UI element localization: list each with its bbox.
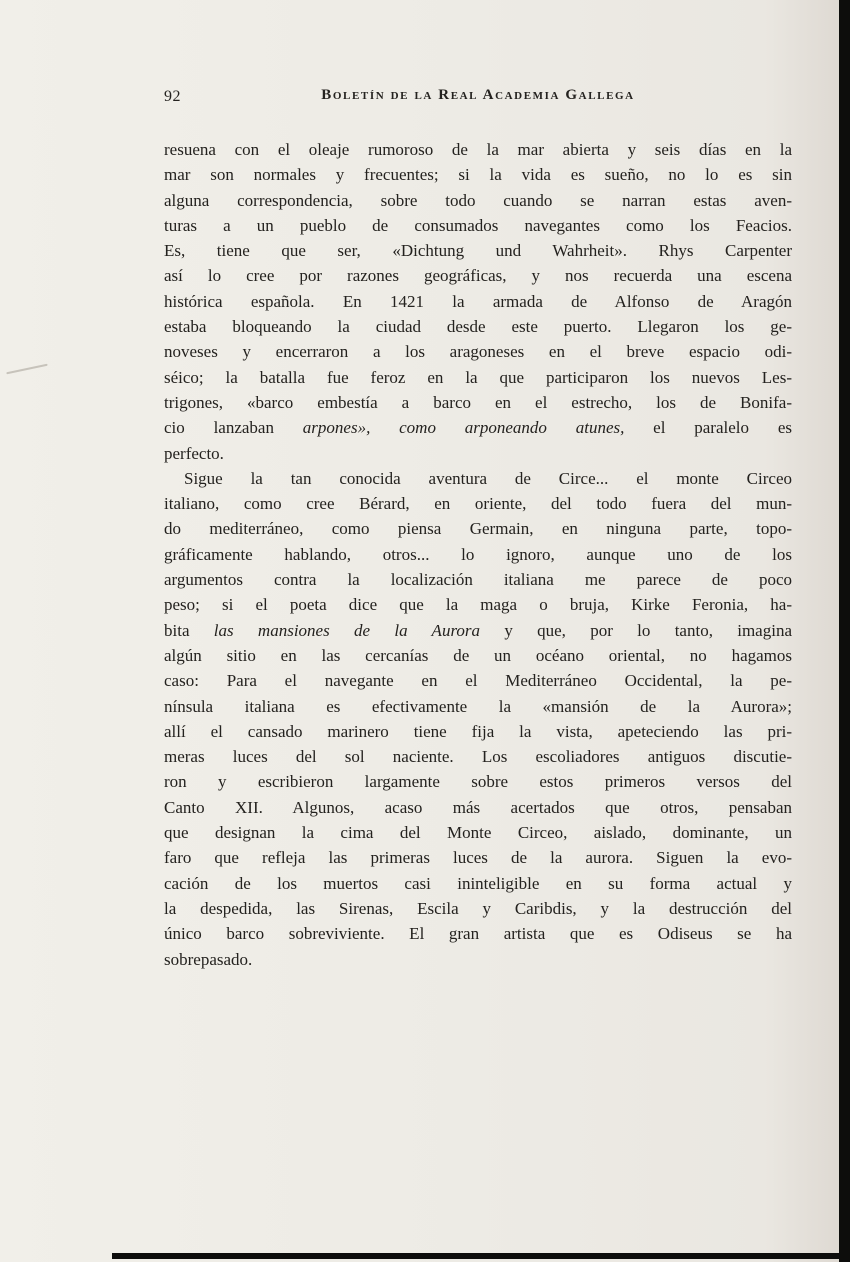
text-segment: la despedida, las Sirenas, Escila y Caribdis, y la destrucción del [164,898,792,918]
text-line [164,744,792,769]
scan-bottom-edge-artifact [112,1253,850,1259]
text-segment: Canto XII. Algunos, acaso más acertados que otros, pensaban [164,797,792,817]
text-segment: algún sitio en las cercanías de un océano oriental, no hagamos [164,645,792,665]
text-segment: argumentos contra la localización italiana me parece de poco [164,570,792,590]
text-line [164,769,792,794]
text-line [164,542,792,567]
text-segment: y que, por lo tanto, imagina [480,620,793,640]
text-segment: cación de los muertos casi ininteligible en su forma actual y [164,873,792,893]
paragraph [164,137,792,466]
text-segment: caso: Para el navegante en el Mediterráneo Occidental, la pe- [164,671,792,691]
text-line [164,365,792,390]
italic-text-segment: arpones», como arponeando atunes, [302,418,625,438]
text-segment: gráficamente hablando, otros... lo ignoro, aunque uno de los [164,544,792,564]
text-segment: mar son normales y frecuentes; si la vida es sueño, no lo es sin [164,165,792,185]
text-segment: alguna correspondencia, sobre todo cuando se narran estas aven- [164,190,792,210]
text-segment: faro que refleja las primeras luces de la aurora. Siguen la evo- [164,848,792,868]
text-segment: el paralelo es [624,418,792,438]
text-line [164,845,792,870]
scan-scratch-artifact [6,364,47,375]
page-header [164,87,792,109]
text-line [164,668,792,693]
page-number: 92 [164,88,181,105]
text-segment: bita [164,620,214,640]
text-line [164,441,792,466]
italic-text-segment: las mansiones de la Aurora [213,620,481,640]
text-segment: sobrepasado. [164,949,253,969]
text-line [164,390,792,415]
text-line [164,339,792,364]
text-line [164,871,792,896]
journal-title: Boletín de la Real Academia Gallega [321,87,635,103]
text-segment: noveses y encerraron a los aragoneses en el breve espacio odi- [164,342,792,362]
text-segment: turas a un pueblo de consumados navegantes como los Feacios. [164,215,792,235]
text-segment: estaba bloqueando la ciudad desde este puerto. Llegaron los ge- [164,317,792,337]
text-segment: italiano, como cree Bérard, en oriente, del todo fuera del mun- [164,494,792,514]
text-segment: Sigue la tan conocida aventura de Circe... el monte Circeo [184,468,792,488]
text-line [164,694,792,719]
text-line [164,238,792,263]
text-segment: perfecto. [164,443,224,463]
text-segment: Es, tiene que ser, «Dichtung und Wahrheit». Rhys Carpenter [164,241,792,261]
text-line [164,643,792,668]
article-body [164,137,792,972]
text-line [164,314,792,339]
text-segment: único barco sobreviviente. El gran artista que es Odiseus se ha [164,924,792,944]
text-segment: meras luces del sol naciente. Los escoliadores antiguos discutie- [164,747,792,767]
text-line [164,289,792,314]
scan-right-edge-artifact [839,0,850,1262]
text-line [164,795,792,820]
text-segment: do mediterráneo, como piensa Germain, en ninguna parte, topo- [164,519,792,539]
text-line [164,415,792,440]
text-line [164,820,792,845]
text-segment: peso; si el poeta dice que la maga o bruja, Kirke Feronia, ha- [164,595,792,615]
text-segment: así lo cree por razones geográficas, y nos recuerda una escena [164,266,792,286]
text-line [164,263,792,288]
text-segment: trigones, «barco embestía a barco en el estrecho, los de Bonifa- [164,392,792,412]
text-line [164,188,792,213]
text-segment: cio lanzaban [164,418,303,438]
text-line [164,567,792,592]
text-segment: que designan la cima del Monte Circeo, aislado, dominante, un [164,823,792,843]
text-line [164,491,792,516]
text-segment: ron y escribieron largamente sobre estos primeros versos del [164,772,792,792]
text-line [164,592,792,617]
text-line [164,896,792,921]
text-line [164,137,792,162]
paragraph [164,466,792,972]
text-line [164,162,792,187]
text-line [164,719,792,744]
text-segment: séico; la batalla fue feroz en la que participaron los nuevos Les- [164,367,792,387]
text-line [164,516,792,541]
text-segment: allí el cansado marinero tiene fija la vista, apeteciendo las pri- [164,721,792,741]
text-segment: resuena con el oleaje rumoroso de la mar abierta y seis días en la [164,140,792,159]
text-segment: nínsula italiana es efectivamente la «mansión de la Aurora»; [164,696,792,716]
text-segment: histórica española. En 1421 la armada de Alfonso de Aragón [164,291,792,311]
text-line [164,466,792,491]
text-line [164,618,792,643]
text-line [164,921,792,946]
text-line [164,213,792,238]
text-line [164,947,792,972]
